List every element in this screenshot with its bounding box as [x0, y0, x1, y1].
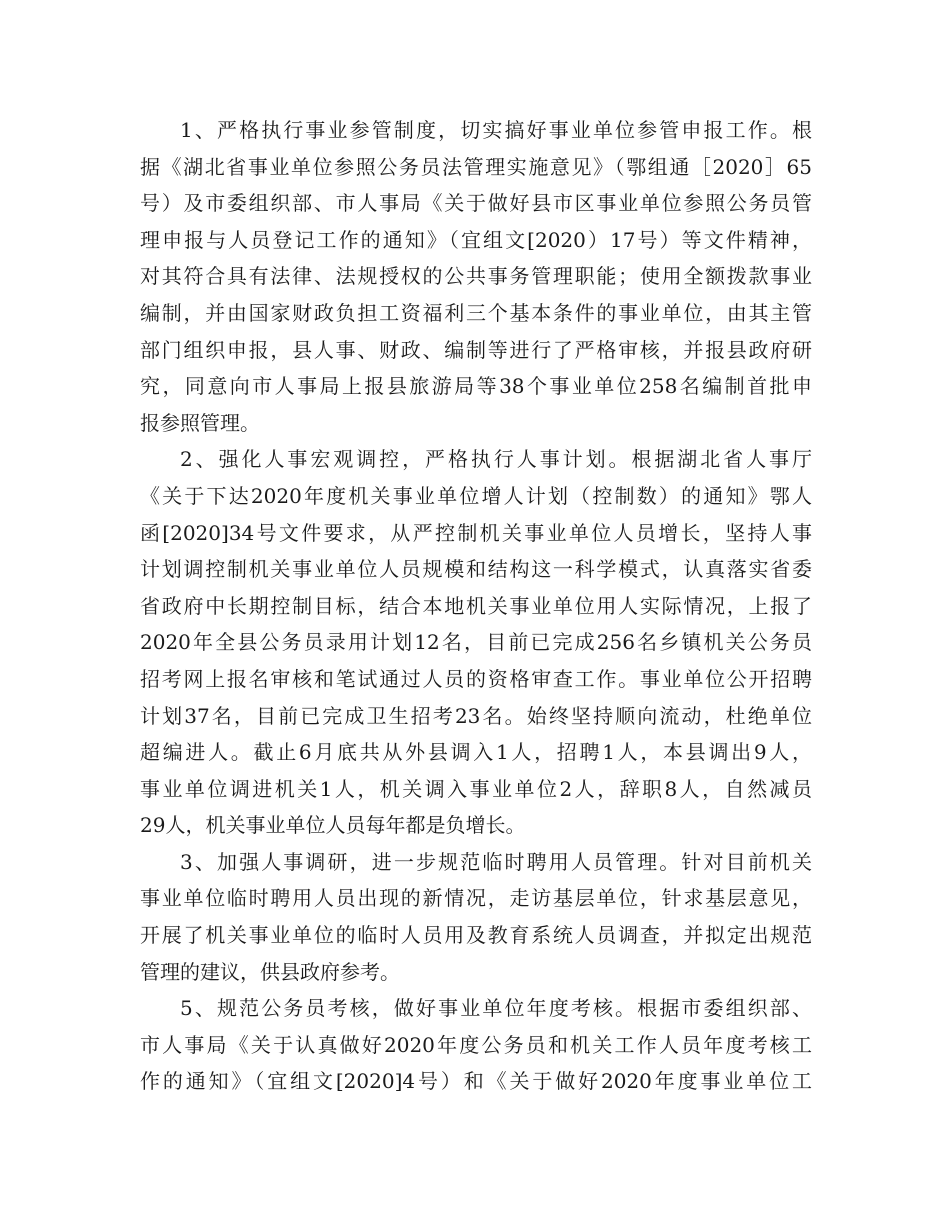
- paragraph-1: [140, 112, 812, 441]
- text-line: 据《湖北省事业单位参照公务员法管理实施意见》（鄂组通［2020］65: [140, 154, 812, 179]
- text-line: 作的通知》（宜组文[2020]4号）和《关于做好2020年度事业单位工: [140, 1069, 812, 1094]
- text-line: 计划37名，目前已完成卫生招考23名。始终坚持顺向流动，杜绝单位: [140, 703, 812, 728]
- paragraph-4: [140, 990, 812, 1100]
- text-line: 1、严格执行事业参管制度，切实搞好事业单位参管申报工作。根: [180, 118, 812, 142]
- text-line: 究，同意向市人事局上报县旅游局等38个事业单位258名编制首批申: [140, 374, 812, 399]
- document-body: [140, 112, 812, 1100]
- text-line: 2、强化人事宏观调控，严格执行人事计划。根据湖北省人事厅: [180, 447, 812, 472]
- text-line: 部门组织申报，县人事、财政、编制等进行了严格审核，并报县政府研: [140, 337, 812, 362]
- text-line: 计划调控制机关事业单位人员规模和结构这一科学模式，认真落实省委: [140, 557, 812, 582]
- text-line: 5、规范公务员考核，做好事业单位年度考核。根据市委组织部、: [180, 996, 812, 1021]
- text-line: 管理的建议，供县政府参考。: [140, 959, 400, 984]
- text-line: 事业单位临时聘用人员出现的新情况，走访基层单位，针求基层意见，: [140, 886, 812, 911]
- text-line: 理申报与人员登记工作的通知》（宜组文[2020）17号）等文件精神，: [140, 227, 812, 252]
- text-line: 省政府中长期控制目标，结合本地机关事业单位用人实际情况，上报了: [140, 593, 812, 618]
- text-line: 3、加强人事调研，进一步规范临时聘用人员管理。针对目前机关: [180, 849, 812, 874]
- text-line: 《关于下达2020年度机关事业单位增人计划（控制数）的通知》鄂人: [140, 483, 812, 508]
- text-line: 编制，并由国家财政负担工资福利三个基本条件的事业单位，由其主管: [140, 300, 812, 325]
- text-line: 2020年全县公务员录用计划12名，目前已完成256名乡镇机关公务员: [140, 630, 812, 655]
- text-line: 29人，机关事业单位人员每年都是负增长。: [140, 813, 526, 838]
- text-line: 市人事局《关于认真做好2020年度公务员和机关工作人员年度考核工: [140, 1032, 812, 1057]
- paragraph-2: [140, 441, 812, 844]
- text-line: 报参照管理。: [140, 410, 260, 435]
- text-line: 函[2020]34号文件要求，从严控制机关事业单位人员增长，坚持人事: [140, 520, 812, 545]
- text-line: 事业单位调进机关1人，机关调入事业单位2人，辞职8人，自然减员: [140, 776, 812, 801]
- paragraph-3: [140, 844, 812, 990]
- text-line: 号）及市委组织部、市人事局《关于做好县市区事业单位参照公务员管: [140, 191, 812, 216]
- text-line: 对其符合具有法律、法规授权的公共事务管理职能；使用全额拨款事业: [140, 264, 812, 289]
- text-line: 超编进人。截止6月底共从外县调入1人，招聘1人，本县调出9人，: [140, 740, 812, 765]
- text-line: 招考网上报名审核和笔试通过人员的资格审查工作。事业单位公开招聘: [140, 666, 812, 691]
- text-line: 开展了机关事业单位的临时人员用及教育系统人员调查，并拟定出规范: [140, 923, 812, 948]
